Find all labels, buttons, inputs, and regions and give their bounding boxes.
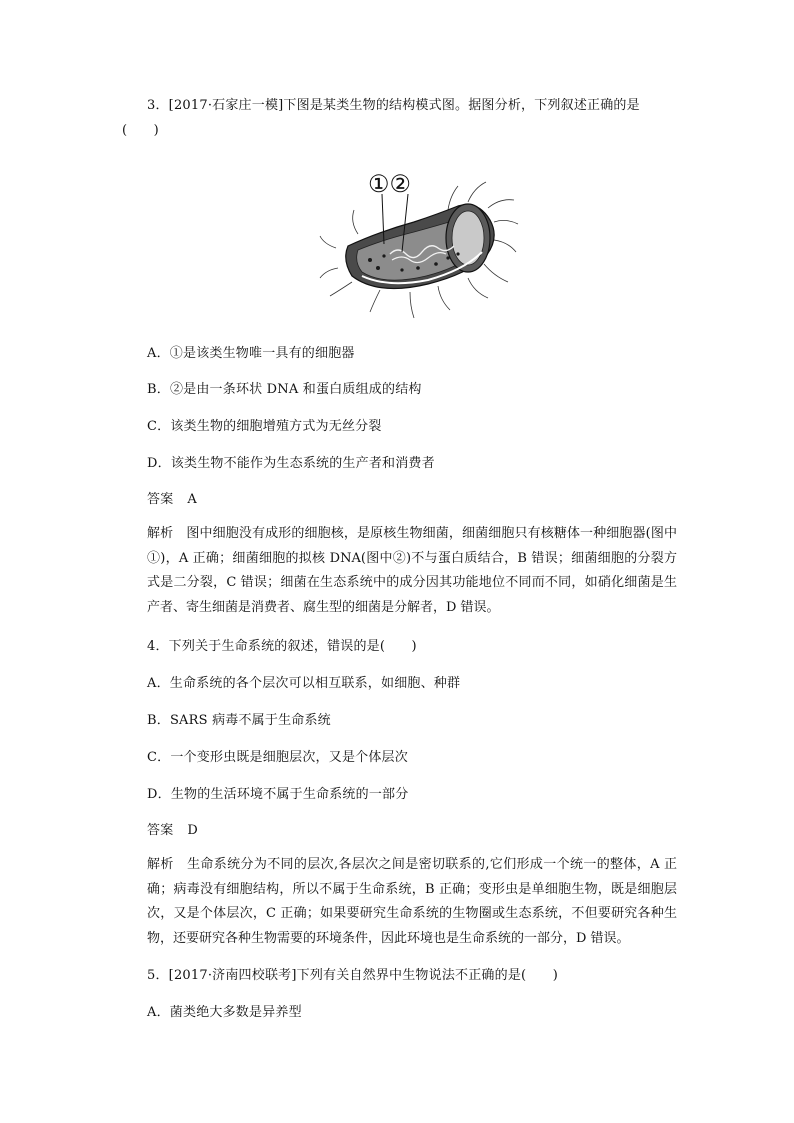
q4-option-c: C．一个变形虫既是细胞层次，又是个体层次 xyxy=(147,750,408,765)
q3-answer-value: A xyxy=(187,492,197,507)
bacterium-diagram xyxy=(318,160,520,324)
q4-answer xyxy=(147,822,198,840)
q3-answer-label: 答案 xyxy=(147,492,174,507)
q3-option-d: D．该类生物不能作为生态系统的生产者和消费者 xyxy=(147,456,435,471)
q4-option-a: A．生命系统的各个层次可以相互联系，如细胞、种群 xyxy=(147,676,461,691)
q4-answer-label: 答案 xyxy=(147,823,174,838)
q4-analysis: 解析 生命系统分为不同的层次,各层次之间是密切联系的,它们形成一个统一的整体，A 正确；病毒没有细胞结构，所以不属于生命系统，B 正确；变形虫是单细胞生物，既是细胞层次，又是个体层次，C 正确；如果要研究生命系统的生物圈或生态系统，不但要研究各种生物，还要研究各种生物需要的环境条件，因此环境也是生命系统的一部分，D 错误。 xyxy=(147,857,677,946)
q4-option-b: B．SARS 病毒不属于生命系统 xyxy=(147,713,331,728)
bacterium-structure-figure xyxy=(318,160,520,324)
q4-answer-value: D xyxy=(187,823,199,838)
q3-answer xyxy=(147,491,197,509)
q3-option-c: C．该类生物的细胞增殖方式为无丝分裂 xyxy=(147,419,382,434)
q3-stem-line2: ( ) xyxy=(122,123,159,138)
q5-stem: 5．[2017·济南四校联考]下列有关自然界中生物说法不正确的是( ) xyxy=(147,968,558,983)
q3-analysis: 解析 图中细胞没有成形的细胞核，是原核生物细菌，细菌细胞只有核糖体一种细胞器(图中①)，A 正确；细菌细胞的拟核 DNA(图中②)不与蛋白质结合，B 错误；细菌细胞的分裂方式是二分裂，C 错误；细菌在生态系统中的成分因其功能地位不同而不同，如硝化细菌是生产者、寄生细菌是消费者、腐生型的细菌是分解者，D 错误。 xyxy=(147,526,677,615)
q3-option-a: A．①是该类生物唯一具有的细胞器 xyxy=(147,346,355,361)
q4-option-d: D．生物的生活环境不属于生命系统的一部分 xyxy=(147,787,409,802)
q5-option-a: A．菌类绝大多数是异养型 xyxy=(147,1005,302,1020)
figure-label-numbers: ①② xyxy=(368,170,412,198)
q4-stem: 4．下列关于生命系统的叙述，错误的是( ) xyxy=(147,639,417,654)
q3-stem-line1: 3．[2017·石家庄一模]下图是某类生物的结构模式图。据图分析，下列叙述正确的是 xyxy=(147,98,640,113)
q3-option-b: B．②是由一条环状 DNA 和蛋白质组成的结构 xyxy=(147,382,422,397)
